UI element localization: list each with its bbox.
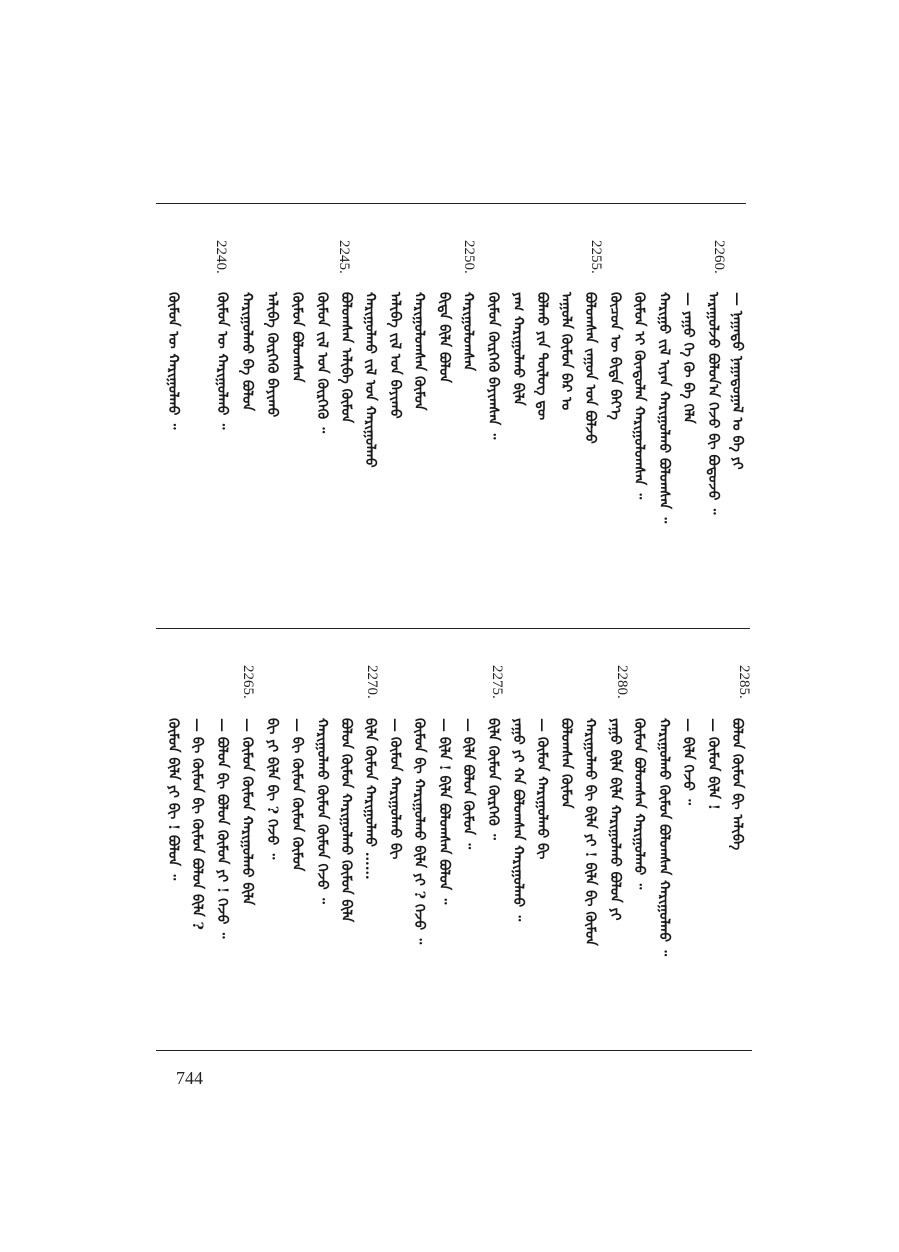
top-text-line-9: ᠪᠣᠯᠬᠤ ᠶᠢᠨ ᠲᠥᠯᠦᠭ᠌ ᠳᠦ	[534, 292, 550, 421]
top-text-line-1: — ᠨᠠᠭᠠᠳᠤ ᠨᠠᠭᠠᠳᠤᠭᠠᠯ ᠤ ᠪᠠ ᠶᠢ	[729, 292, 745, 470]
middle-rule	[156, 628, 750, 629]
top-text-line-24: ᠬᠦᠮᠦᠨ ᠦ ᠬᠠᠷᠢᠭᠤᠯᠬᠤ ᠃	[165, 292, 181, 430]
top-line-number-2260: 2260.	[711, 240, 727, 274]
page-number: 744	[176, 1068, 203, 1088]
bottom-text-line-23: — ᠪᠢ ᠬᠦᠮᠦᠨ ᠪᠢ ᠬᠦᠮᠦᠨ ᠪᠣᠯᠣᠨ ᠪᠢᠯᠡ ?	[189, 718, 205, 930]
bottom-text-line-17: ᠪᠣᠯᠣᠨ ᠬᠦᠮᠦᠨ ᠬᠠᠷᠢᠭᠤᠯᠬᠤ ᠬᠦᠮᠦᠨ ᠪᠢᠯᠡ	[338, 718, 354, 923]
bottom-text-line-15: — ᠬᠦᠮᠦᠨ ᠬᠠᠷᠢᠭᠤᠯᠬᠤ ᠪᠢ	[387, 718, 403, 860]
top-text-line-10: ᠶᠠᠭ ᠬᠠᠷᠢᠭᠤᠯᠬᠤ ᠪᠢᠯᠡ	[510, 292, 526, 406]
top-text-line-20: ᠠᠯᠢᠪᠠ ᠬᠦᠷᠭᠡᠬᠦ ᠪᠠᠶᠢᠬᠤ	[264, 292, 280, 418]
bottom-text-line-19: — ᠪᠢ ᠬᠦᠮᠦᠨ ᠬᠦᠮᠦᠨ ᠬᠦᠮᠦᠨ	[289, 718, 305, 872]
bottom-text-line-1: ᠪᠣᠯᠣᠨ ᠬᠦᠮᠦᠨ ᠪᠢ ᠠᠯᠢᠪᠠ	[729, 718, 745, 851]
bottom-text-line-16: ᠪᠢᠯᠡ ᠬᠦᠮᠦᠨ ᠬᠠᠷᠢᠭᠤᠯᠬᠤ ……	[362, 718, 378, 880]
top-text-line-2: ᠠᠷᠠᠭᠤᠯᠵᠤ ᠪᠣᠯᠤᠨ᠎ᠠ ᠭᠡᠵᠦ ᠪᠢ ᠪᠣᠳᠣᠵᠤ ᠃	[705, 292, 721, 515]
top-text-line-18: ᠬᠦᠮᠦᠨ ᠵᠢᠯ ᠤᠨ ᠬᠦᠷᠭᠡᠬᠦ ᠃	[314, 292, 330, 434]
top-text-line-19: ᠬᠦᠮᠦᠨ ᠪᠣᠯᠣᠭᠰᠠᠨ	[289, 292, 305, 383]
bottom-text-line-7: ᠬᠠᠷᠢᠭᠤᠯᠬᠤ ᠪᠢ ᠪᠢᠯᠡ ᠶᠢ ! ᠪᠢᠯᠡ ᠪᠢ ᠬᠦᠮᠦᠨ	[582, 718, 598, 946]
bottom-text-line-8: ᠪᠣᠯᠣᠭᠰᠠᠨ ᠬᠦᠮᠦᠨ	[558, 718, 574, 809]
top-text-line-16: ᠬᠠᠷᠢᠭᠤᠯᠬᠤ ᠵᠢᠯ ᠤᠨ ᠬᠠᠷᠢᠭᠤᠯᠬᠤ	[362, 292, 378, 468]
top-text-line-15: ᠠᠯᠢᠪᠠ ᠵᠢᠯ ᠤᠨ ᠪᠠᠶᠢᠬᠤ	[387, 292, 403, 419]
top-text-line-11: ᠬᠦᠮᠦᠨ ᠬᠦᠷᠭᠡᠬᠦ ᠪᠠᠶᠢᠭᠰᠠᠨ ᠃	[485, 292, 501, 440]
top-text-line-4: ᠬᠠᠷᠢᠭᠤ ᠵᠢᠯ ᠢᠶᠡᠨ ᠬᠠᠷᠢᠭᠤᠯᠬᠤ ᠪᠤᠯᠤᠭᠰᠠᠨ ᠃	[656, 292, 672, 524]
bottom-text-line-9: — ᠬᠦᠮᠦᠨ ᠬᠠᠷᠢᠭᠤᠯᠬᠤ ᠪᠢ	[534, 718, 550, 860]
bottom-text-line-12: — ᠪᠢᠯᠡ ᠪᠣᠯᠣᠨ ᠬᠦᠮᠦᠨ ᠃	[460, 718, 476, 850]
bottom-text-line-10: ᠶᠠᠭᠤ ᠶᠢ ᠬᠠ ᠪᠣᠯᠣᠭᠰᠠᠨ ᠬᠠᠷᠢᠭᠤᠯᠬᠤ ᠃	[510, 718, 526, 922]
bottom-text-line-11: ᠪᠢᠯᠡ ᠬᠦᠮᠦᠨ ᠬᠦᠷᠭᠡᠬᠦ ᠃	[485, 718, 501, 840]
top-line-number-2240: 2240.	[213, 240, 229, 274]
bottom-line-number-2285: 2285.	[736, 665, 752, 699]
top-text-line-8: ᠠᠭᠤᠯᠠ ᠬᠦᠮᠦᠨ ᠪᠠᠷ ᠤ	[558, 292, 574, 411]
top-text-line-12: ᠬᠠᠷᠢᠭᠤᠯᠤᠭᠰᠠᠨ	[460, 292, 476, 372]
bottom-line-number-2265: 2265.	[240, 665, 256, 699]
bottom-line-number-2275: 2275.	[489, 665, 505, 699]
bottom-line-number-2280: 2280.	[614, 665, 630, 699]
top-text-line-17: ᠪᠣᠯᠣᠭᠰᠠᠨ ᠠᠯᠢᠪᠠ ᠬᠦᠮᠦᠨ	[338, 292, 354, 424]
bottom-text-line-22: — ᠪᠣᠯᠣᠨ ᠪᠢ ᠪᠣᠯᠣᠨ ᠬᠦᠮᠦᠨ ᠶᠢ ! ᠭᠡᠵᠦ ᠃	[214, 718, 230, 939]
top-text-line-5: ᠬᠦᠮᠦᠨ ᠢ ᠬᠦᠨᠳᠦᠯᠡᠨ ᠬᠠᠷᠢᠭᠤᠯᠤᠭᠰᠠᠨ ᠃	[631, 292, 647, 500]
top-line-number-2245: 2245.	[336, 240, 352, 274]
top-text-line-6: ᠬᠦᠴᠦᠨ ᠦ ᠪᠢᠳᠡ ᠪᠡᠶ᠎ᠡ	[607, 292, 623, 420]
top-line-number-2255: 2255.	[588, 240, 604, 274]
bottom-text-line-24: ᠬᠦᠮᠦᠨ ᠪᠢᠯᠡ ᠶᠢ ᠪᠢ ! ᠪᠣᠯᠣᠨ ᠃	[165, 718, 181, 881]
bottom-text-line-4: ᠬᠠᠷᠢᠭᠤᠯᠬᠤ ᠬᠦᠮᠦᠨ ᠪᠣᠯᠣᠭᠰᠠᠨ ᠬᠠᠷᠢᠭᠤᠯᠬᠤ ᠃	[656, 718, 672, 957]
top-text-line-14: ᠬᠠᠷᠢᠭᠤᠯᠤᠭᠰᠠᠨ ᠬᠦᠮᠦᠨ	[411, 292, 427, 411]
top-line-number-2250: 2250.	[461, 240, 477, 274]
top-text-line-13: ᠪᠢᠳᠡ ᠪᠢᠯᠡ ᠪᠣᠯᠣᠨ	[436, 292, 452, 383]
bottom-line-number-2270: 2270.	[364, 665, 380, 699]
bottom-text-line-20: ᠪᠢ ᠶᠢ ᠪᠢᠯᠡ ᠪᠢ ? ᠭᠡᠵᠦ ᠃	[264, 718, 280, 860]
top-text-line-3: — ᠶᠠᠭᠤ ᠭᠡ ᠬᠦ ᠪᠠ ᠬᠡᠯᠡ	[680, 292, 696, 424]
bottom-text-line-18: ᠬᠠᠷᠢᠭᠤᠯᠬᠤ ᠬᠦᠮᠦᠨ ᠬᠦᠮᠦᠨ ᠭᠡᠵᠦ ᠃	[314, 718, 330, 904]
bottom-text-line-21: — ᠬᠦᠮᠦᠨ ᠬᠦᠮᠦᠨ ᠬᠠᠷᠢᠭᠤᠯᠬᠤ ᠪᠢᠯᠡ	[239, 718, 255, 906]
bottom-text-line-3: — ᠪᠢᠯᠡ ᠭᠡᠵᠦ ᠃	[680, 718, 696, 805]
top-text-line-7: ᠪᠣᠯᠣᠭᠰᠠᠨ ᠵᠠᠭᠤᠨ ᠣᠨ ᠪᠣᠯᠵᠤ	[582, 292, 598, 444]
bottom-text-line-5: ᠬᠦᠮᠦᠨ ᠪᠣᠯᠣᠭᠰᠠᠨ ᠬᠠᠷᠢᠭᠤᠯᠬᠤ ᠃	[631, 718, 647, 890]
top-rule	[156, 203, 746, 204]
bottom-rule	[156, 1050, 752, 1051]
bottom-text-line-14: ᠬᠦᠮᠦᠨ ᠪᠢ ᠬᠠᠷᠢᠭᠤᠯᠬᠤ ᠪᠢᠯᠡ ᠶᠢ ? ᠭᠡᠵᠦ ᠃	[411, 718, 427, 945]
bottom-text-line-2: — ᠬᠦᠮᠦᠨ ᠪᠢᠯᠡ !	[705, 718, 721, 811]
top-text-line-21: ᠬᠠᠷᠢᠭᠤᠯᠬᠤ ᠪᠠ ᠪᠣᠯᠣᠨ	[239, 292, 255, 412]
bottom-text-line-6: ᠶᠠᠭᠤ ᠪᠢᠯᠡ ᠪᠢᠯᠡ ᠬᠠᠷᠢᠭᠤᠯᠬᠤ ᠪᠣᠯᠣᠨ ᠶᠢ	[607, 718, 623, 921]
bottom-text-line-13: — ᠪᠢᠯᠡ ! ᠪᠢᠯᠡ ᠪᠣᠯᠣᠭᠰᠠᠨ ᠪᠣᠯᠣᠨ ᠃	[436, 718, 452, 905]
top-text-line-22: ᠬᠦᠮᠦᠨ ᠦ ᠬᠠᠷᠢᠭᠤᠯᠬᠤ ᠃	[214, 292, 230, 430]
